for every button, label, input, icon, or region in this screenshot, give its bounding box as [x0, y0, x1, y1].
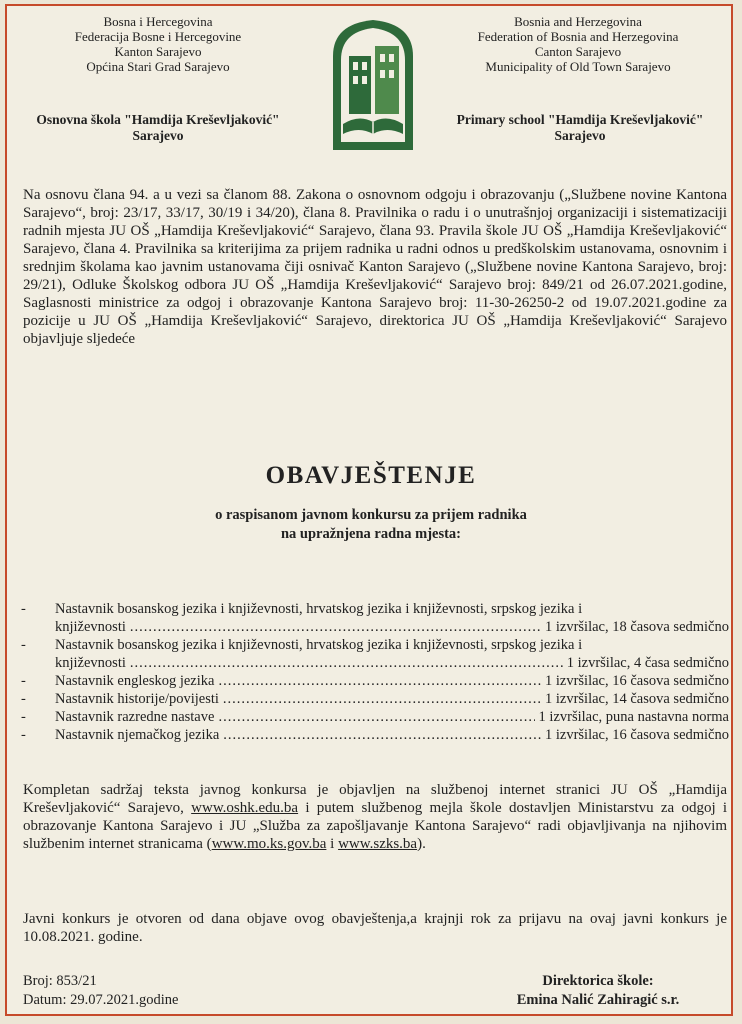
dot-leader: [218, 672, 541, 690]
bullet-dash: -: [21, 727, 26, 743]
header-left: [23, 14, 293, 74]
notice-subtitle: [7, 506, 735, 544]
position-name: Nastavnik engleskog jezika: [55, 673, 215, 689]
reference-date: Datum: 29.07.2021.godine: [23, 992, 179, 1008]
content-text: ).: [417, 836, 426, 852]
school-city-en: Sarajevo: [554, 128, 606, 143]
bullet-dash: -: [21, 601, 26, 617]
position-detail: 1 izvršilac, 14 časova sedmično: [544, 691, 729, 707]
municipality-name-en: Municipality of Old Town Sarajevo: [485, 59, 671, 74]
dot-leader: [223, 690, 541, 708]
content-text: i putem službenog mejla škole dostavljen Ministarstvu za odgoj i obrazovanje Kantona Sarajevo i JU „Služba za zapošljavanje Kantona Sarajevo“ radi objavljivanja na njihovim službenim internet stranicama (: [23, 800, 728, 852]
federation-name-en: Federation of Bosnia and Herzegovina: [477, 29, 679, 44]
position-item: [21, 600, 729, 636]
dot-leader: [130, 618, 541, 636]
school-name-english: [435, 112, 725, 144]
position-name: Nastavnik razredne nastave: [55, 709, 215, 725]
dot-leader: [223, 726, 541, 744]
notice-frame: [5, 4, 733, 1016]
school-name-line-en: Primary school "Hamdija Kreševljaković": [456, 112, 704, 127]
bullet-dash: -: [21, 709, 26, 725]
bullet-dash: -: [21, 637, 26, 653]
dot-leader: [130, 654, 563, 672]
municipality-name: Općina Stari Grad Sarajevo: [86, 59, 230, 74]
director-title: Direktorica škole:: [542, 973, 654, 989]
positions-list: [21, 600, 729, 744]
position-name: Nastavnik njemačkog jezika: [55, 727, 220, 743]
school-city: Sarajevo: [132, 128, 184, 143]
school-website-link[interactable]: www.oshk.edu.ba: [191, 800, 299, 816]
employment-service-link[interactable]: www.szks.ba: [338, 836, 418, 852]
subtitle-line-1: o raspisanom javnom konkursu za prijem radnika: [215, 507, 527, 523]
content-text: Kompletan sadržaj teksta javnog konkursa je objavljen na službenoj internet stranici JU OŠ „Hamdija Kreševljaković“ Sarajevo,: [23, 782, 727, 816]
position-detail: 1 izvršilac, 18 časova sedmično: [544, 619, 729, 635]
position-name: Nastavnik historije/povijesti: [55, 691, 219, 707]
position-detail: 1 izvršilac, puna nastavna norma: [538, 709, 729, 725]
reference-number: Broj: 853/21: [23, 973, 97, 989]
reference-block: [23, 972, 178, 1010]
position-item: [21, 708, 729, 726]
position-item: [21, 672, 729, 690]
position-line1: Nastavnik bosanskog jezika i književnosti, hrvatskog jezika i književnosti, srpskog jezika i: [55, 637, 583, 653]
position-item: [21, 726, 729, 744]
country-name: Bosna i Hercegovina: [103, 14, 213, 29]
canton-name-en: Canton Sarajevo: [534, 44, 622, 59]
federation-name: Federacija Bosne i Hercegovine: [74, 29, 242, 44]
position-line1: Nastavnik bosanskog jezika i književnosti, hrvatskog jezika i književnosti, srpskog jezika i: [55, 601, 583, 617]
canton-name: Kanton Sarajevo: [114, 44, 202, 59]
position-item: [21, 690, 729, 708]
content-text: i: [330, 836, 335, 852]
school-logo-icon: [325, 16, 421, 156]
position-item: [21, 636, 729, 672]
country-name-en: Bosnia and Herzegovina: [514, 14, 642, 29]
position-name: književnosti: [55, 619, 126, 635]
position-detail: 1 izvršilac, 16 časova sedmično: [544, 727, 729, 743]
signature-block: [463, 972, 733, 1010]
director-name: Emina Nalić Zahiragić s.r.: [516, 992, 680, 1008]
position-detail: 1 izvršilac, 16 časova sedmično: [544, 673, 729, 689]
subtitle-line-2: na upražnjena radna mjesta:: [280, 526, 462, 542]
content-paragraph: [23, 781, 727, 853]
bullet-dash: -: [21, 673, 26, 689]
school-name-local: [13, 112, 303, 144]
position-detail: 1 izvršilac, 4 časa sedmično: [566, 655, 729, 671]
school-name-line: Osnovna škola "Hamdija Kreševljaković": [36, 112, 280, 127]
ministry-website-link[interactable]: www.mo.ks.gov.ba: [211, 836, 327, 852]
header-right: [443, 14, 713, 74]
notice-title: OBAVJEŠTENJE: [265, 462, 477, 489]
deadline-paragraph: Javni konkurs je otvoren od dana objave ovog obavještenja,a krajnji rok za prijavu na ovaj javni konkurs je 10.08.2021. godine.: [23, 911, 727, 945]
position-name: književnosti: [55, 655, 126, 671]
bullet-dash: -: [21, 691, 26, 707]
dot-leader: [218, 708, 534, 726]
intro-paragraph: Na osnovu člana 94. a u vezi sa članom 88. Zakona o osnovnom odgoju i obrazovanju („Službene novine Kantona Sarajevo“, broj: 23/17, 33/17, 30/19 i 34/20), člana 8. Pravilnika o radu i o unutrašnjoj organizaciji i sistematizaciji radnih mjesta JU OŠ „Hamdija Kreševljaković“ Sarajevo, člana 93. Pravila škole JU OŠ „Hamdija Kreševljaković“ Sarajevo, člana 4. Pravilnika sa kriterijima za prijem radnika u radni odnos u predškolskim ustanovama, osnovnim i srednjim školama kao javnim ustanovama čiji osnivač Kanton Sarajevo („Službene novine Kantona Sarajevo, broj: 29/21), Odluke Školskog odbora JU OŠ „Hamdija Kreševljaković“ Sarajevo broj: 849/21 od 26.07.2021.godine, Saglasnosti ministrice za odgoj i obrazovanje Kantona Sarajevo broj: 11-30-26250-2 od 19.07.2021.godine za pozicije u JU OŠ „Hamdija Kreševljaković“ Sarajevo, direktorica JU OŠ „Hamdija Kreševljaković“ Sarajevo objavljuje sljedeće: [23, 187, 727, 347]
